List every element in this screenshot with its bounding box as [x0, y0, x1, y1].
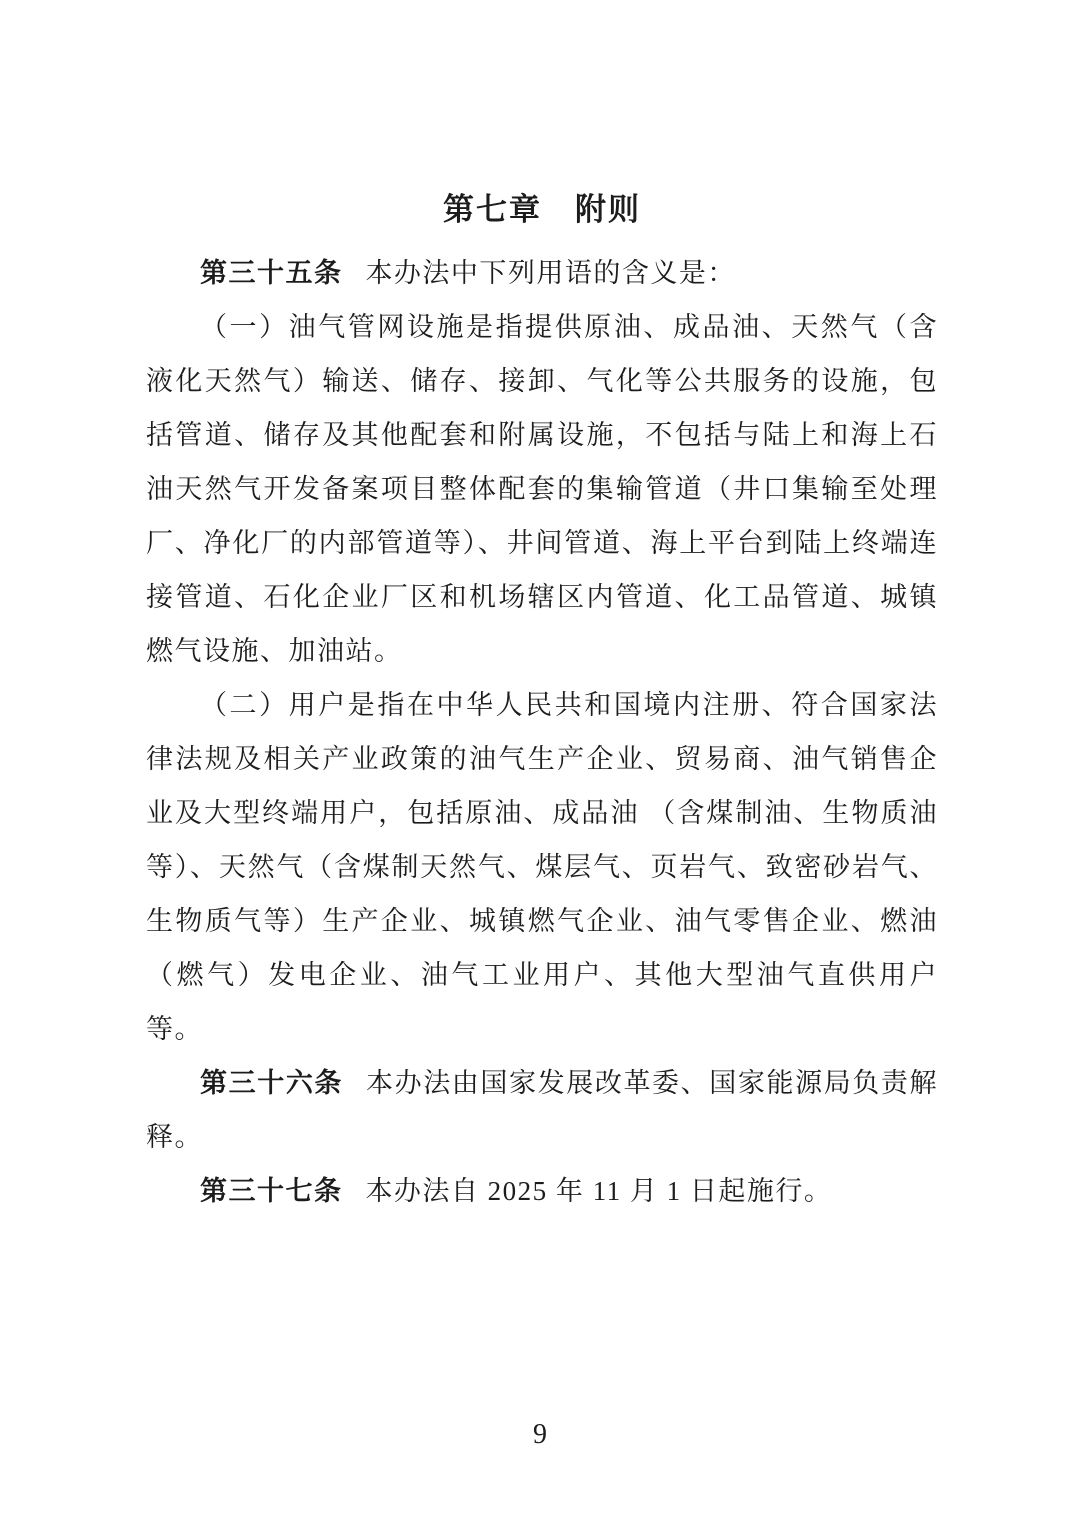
article-37-paragraph: [146, 1164, 938, 1218]
article-36-text: 本办法由国家发展改革委、国家能源局负责解释。: [146, 1068, 939, 1152]
article-35-paragraph: [146, 246, 938, 300]
article-37-text: 本办法自 2025 年 11 月 1 日起施行。: [365, 1176, 833, 1206]
article-35-text: 本办法中下列用语的含义是：: [365, 258, 736, 288]
article-36-number: 第三十六条: [200, 1068, 344, 1098]
definition-item-1-paragraph: [146, 300, 938, 678]
chapter-title: 第七章 附则: [443, 192, 641, 227]
document-body: [146, 188, 938, 1218]
page-number: 9: [533, 1419, 547, 1450]
article-37-number: 第三十七条: [200, 1176, 343, 1206]
article-36-paragraph: [146, 1056, 938, 1164]
definition-item-2-paragraph: [146, 678, 938, 1056]
definition-item-1-text: （一）油气管网设施是指提供原油、成品油、天然气（含液化天然气）输送、储存、接卸、气化等公共服务的设施，包括管道、储存及其他配套和附属设施，不包括与陆上和海上石油天然气开发备案项目整体配套的集输管道（井口集输至处理厂、净化厂的内部管道等）、井间管道、海上平台到陆上终端连接管道、石化企业厂区和机场辖区内管道、化工品管道、城镇燃气设施、加油站。: [146, 312, 938, 666]
definition-item-2-text: （二）用户是指在中华人民共和国境内注册、符合国家法律法规及相关产业政策的油气生产企业、贸易商、油气销售企业及大型终端用户，包括原油、成品油 （含煤制油、生物质油等）、天然气（含煤制天然气、煤层气、页岩气、致密砂岩气、生物质气等）生产企业、城镇燃气企业、油气零售企业、燃油（燃气）发电企业、油气工业用户、其他大型油气直供用户等。: [146, 690, 938, 1044]
article-35-number: 第三十五条: [200, 258, 343, 288]
